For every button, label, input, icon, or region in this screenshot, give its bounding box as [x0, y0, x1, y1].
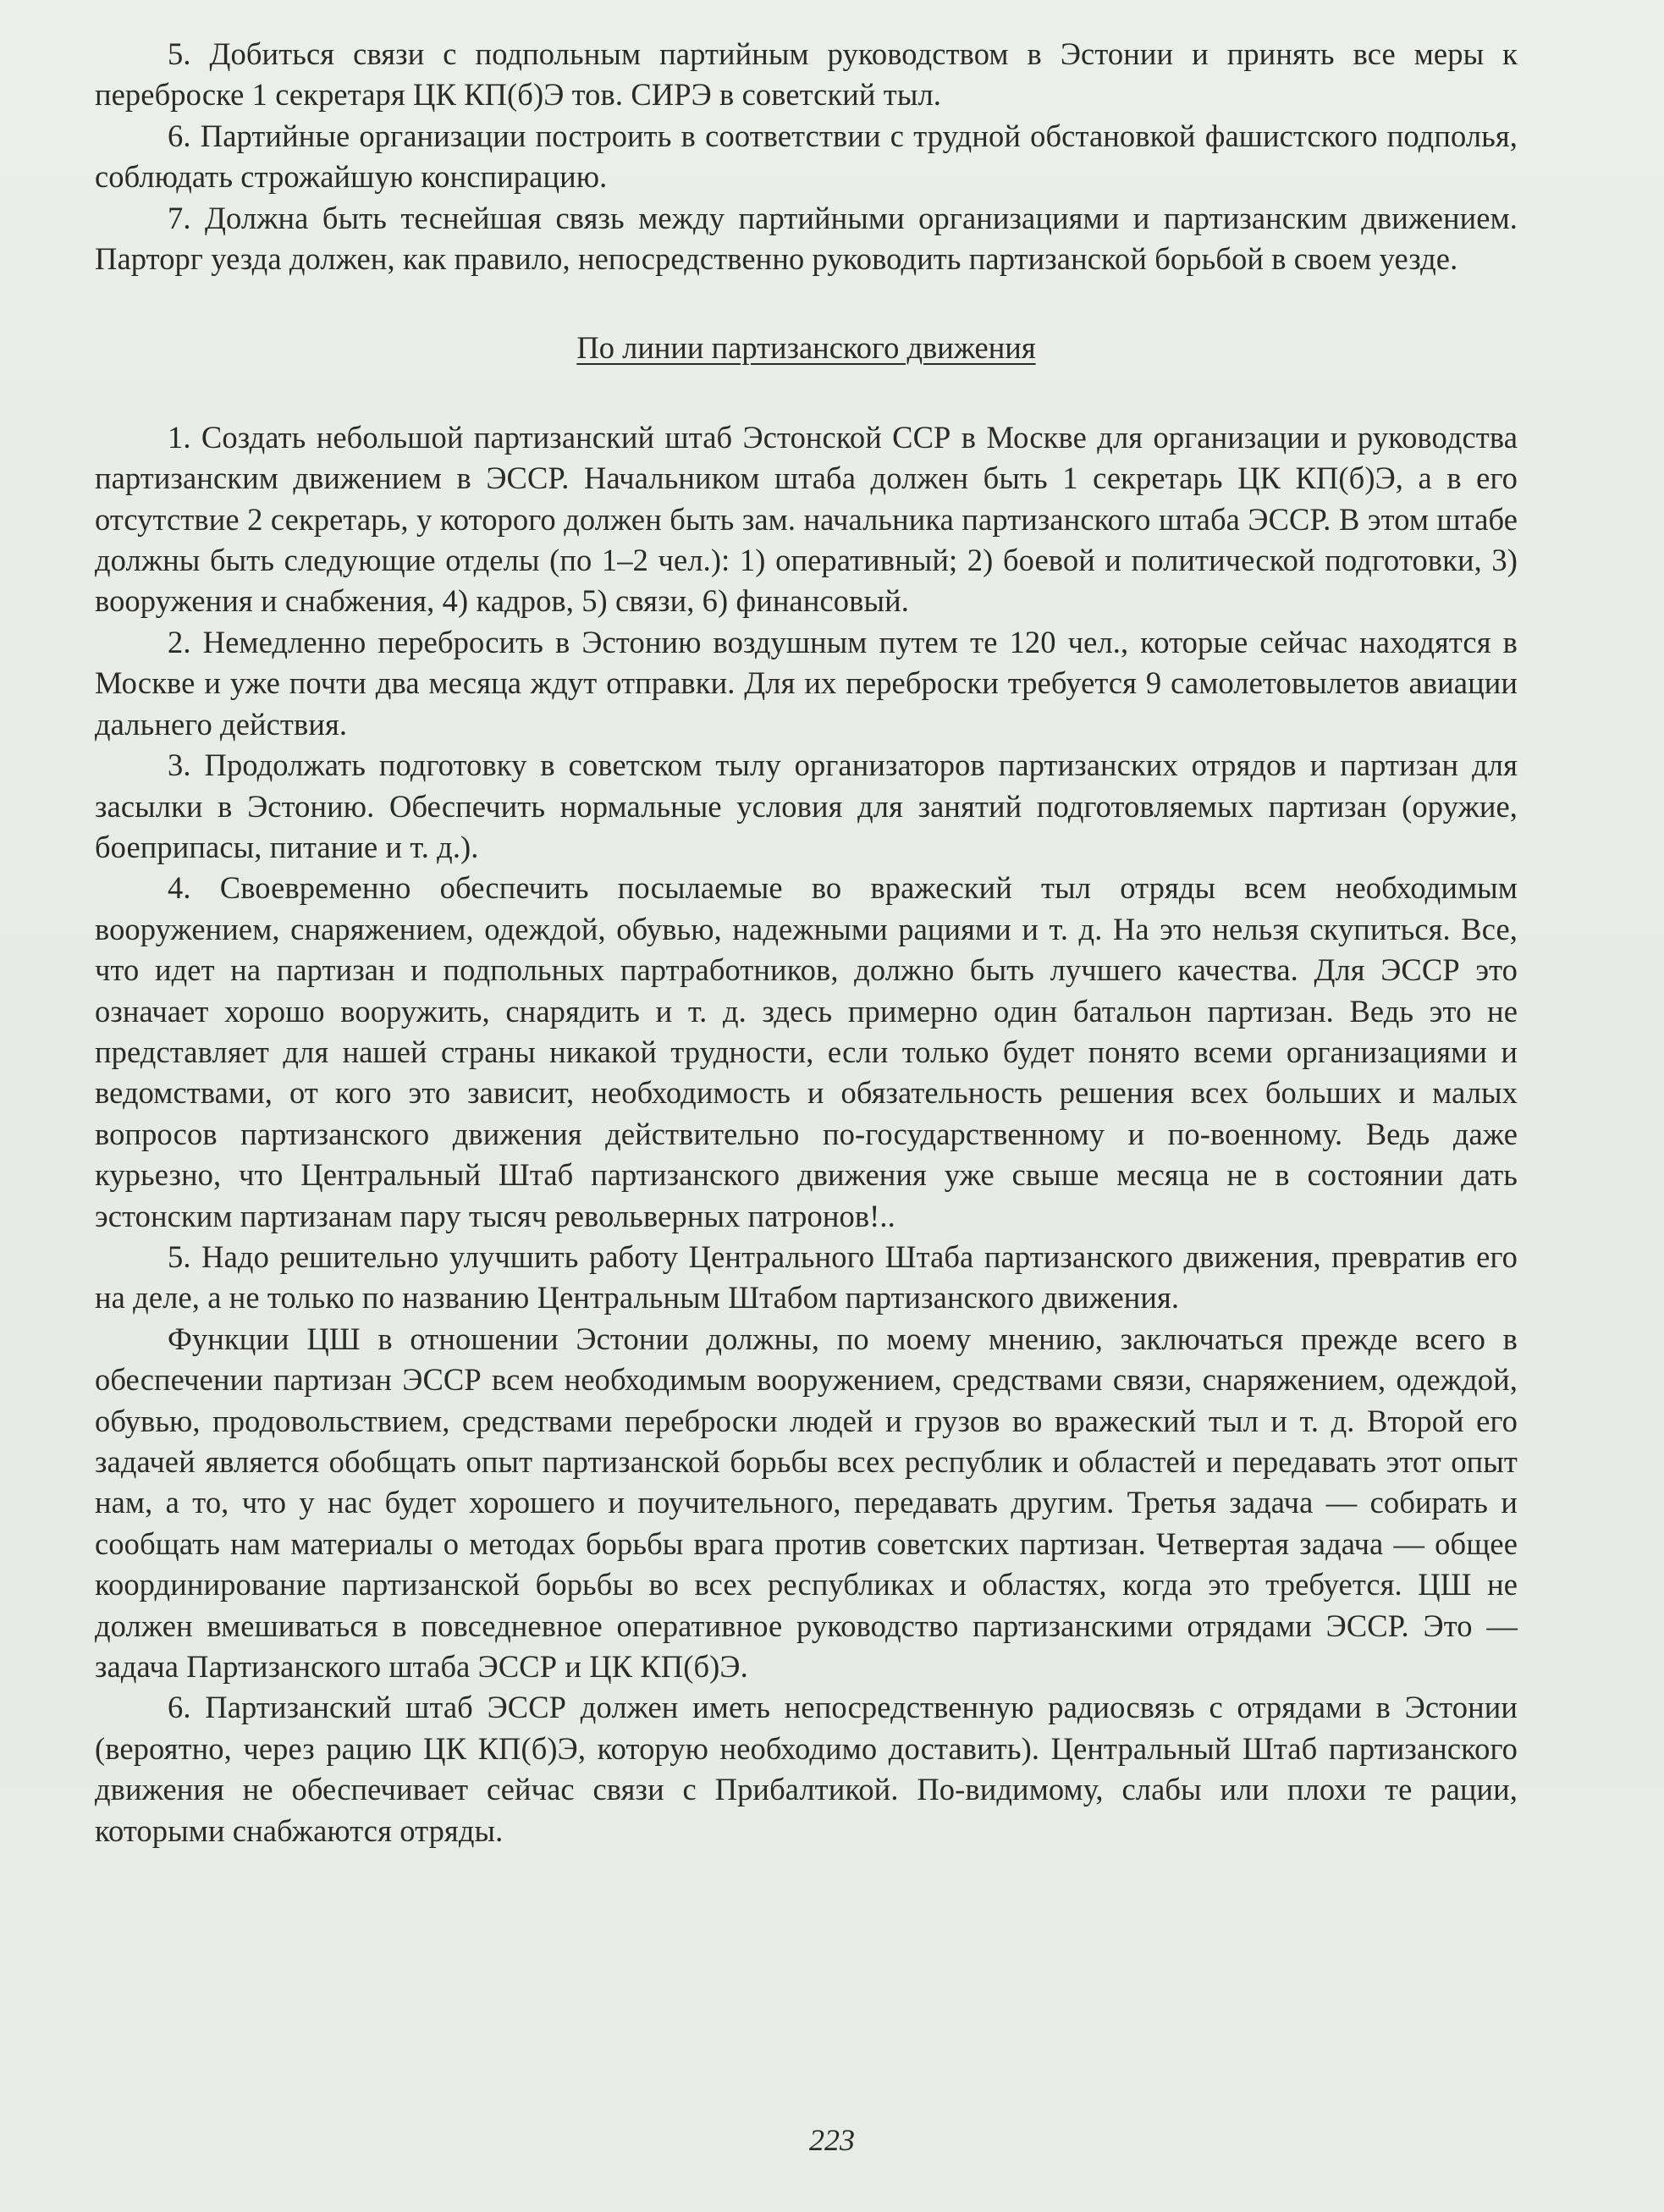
section-heading-text: По линии партизанского движения [576, 330, 1036, 366]
paragraph: Функции ЦШ в отношении Эстонии должны, по моему мнению, заключаться прежде всего в обеспечении партизан ЭССР всем необходимым вооружением, средствами связи, снаряжением, одеждой, обувью, продовольствием, средствами переброски людей и грузов во вражеский тыл и т. д. Второй его задачей является обобщать опыт партизанской борьбы всех республик и областей и передавать этот опыт нам, а то, что у нас будет хорошего и поучительного, передавать другим. Третья задача — собирать и сообщать нам материалы о методах борьбы врага против советских партизан. Четвертая задача — общее координирование партизанской борьбы во всех республиках и областях, когда это требуется. ЦШ не должен вмешиваться в повседневное оперативное руководство партизанскими отрядами ЭССР. Это — задача Партизанского штаба ЭССР и ЦК КП(б)Э. [95, 1321, 1518, 1685]
paragraph: 7. Должна быть теснейшая связь между партийными организациями и партизанским движением. Парторг уезда должен, как правило, непосредственно руководить партизанской борьбой в своем уезде. [95, 200, 1518, 277]
paragraph: 2. Немедленно перебросить в Эстонию воздушным путем те 120 чел., которые сейчас находятся в Москве и уже почти два месяца ждут отправки. Для их переброски требуется 9 самолетовылетов авиации дальнего действия. [95, 624, 1518, 742]
paragraph: 6. Партийные организации построить в соответствии с трудной обстановкой фашистского подполья, соблюдать строжайшую конспирацию. [95, 118, 1518, 195]
paragraph: 3. Продолжать подготовку в советском тылу организаторов партизанских отрядов и партизан для засылки в Эстонию. Обеспечить нормальные условия для занятий подготовляемых партизан (оружие, боеприпасы, питание и т. д.). [95, 747, 1518, 864]
section-heading [95, 328, 1518, 368]
page-number: 223 [809, 2123, 855, 2157]
paragraph: 5. Добиться связи с подпольным партийным руководством в Эстонии и принять все меры к переброске 1 секретаря ЦК КП(б)Э тов. СИРЭ в советский тыл. [95, 36, 1518, 113]
paragraph: 4. Своевременно обеспечить посылаемые во вражеский тыл отряды всем необходимым вооружением, снаряжением, одеждой, обувью, надежными рациями и т. д. На это нельзя скупиться. Все, что идет на партизан и подпольных партработников, должно быть лучшего качества. Для ЭССР это означает хорошо вооружить, снарядить и т. д. здесь примерно один батальон партизан. Ведь это не представляет для нашей страны никакой трудности, если только будет понято всеми организациями и ведомствами, от кого это зависит, необходимость и обязательность решения всех больших и малых вопросов партизанского движения действительно по-государственному и по-военному. Ведь даже курьезно, что Центральный Штаб партизанского движения уже свыше месяца не в состоянии дать эстонским партизанам пару тысяч револьверных патронов!.. [95, 870, 1518, 1233]
paragraph: 6. Партизанский штаб ЭССР должен иметь непосредственную радиосвязь с отрядами в Эстонии (вероятно, через рацию ЦК КП(б)Э, которую необходимо доставить). Центральный Штаб партизанского движения не обеспечивает сейчас связи с Прибалтикой. По-видимому, слабы или плохи те рации, которыми снабжаются отряды. [95, 1690, 1518, 1848]
paragraph: 1. Создать небольшой партизанский штаб Эстонской ССР в Москве для организации и руководства партизанским движением в ЭССР. Начальником штаба должен быть 1 секретарь ЦК КП(б)Э, а в его отсутствие 2 секретарь, у которого должен быть зам. начальника партизанского штаба ЭССР. В этом штабе должны быть следующие отделы (по 1–2 чел.): 1) оперативный; 2) боевой и политической подготовки, 3) вооружения и снабжения, 4) кадров, 5) связи, 6) финансовый. [95, 419, 1518, 619]
paragraph: 5. Надо решительно улучшить работу Центрального Штаба партизанского движения, превратив его на деле, а не только по названию Центральным Штабом партизанского движения. [95, 1238, 1518, 1316]
